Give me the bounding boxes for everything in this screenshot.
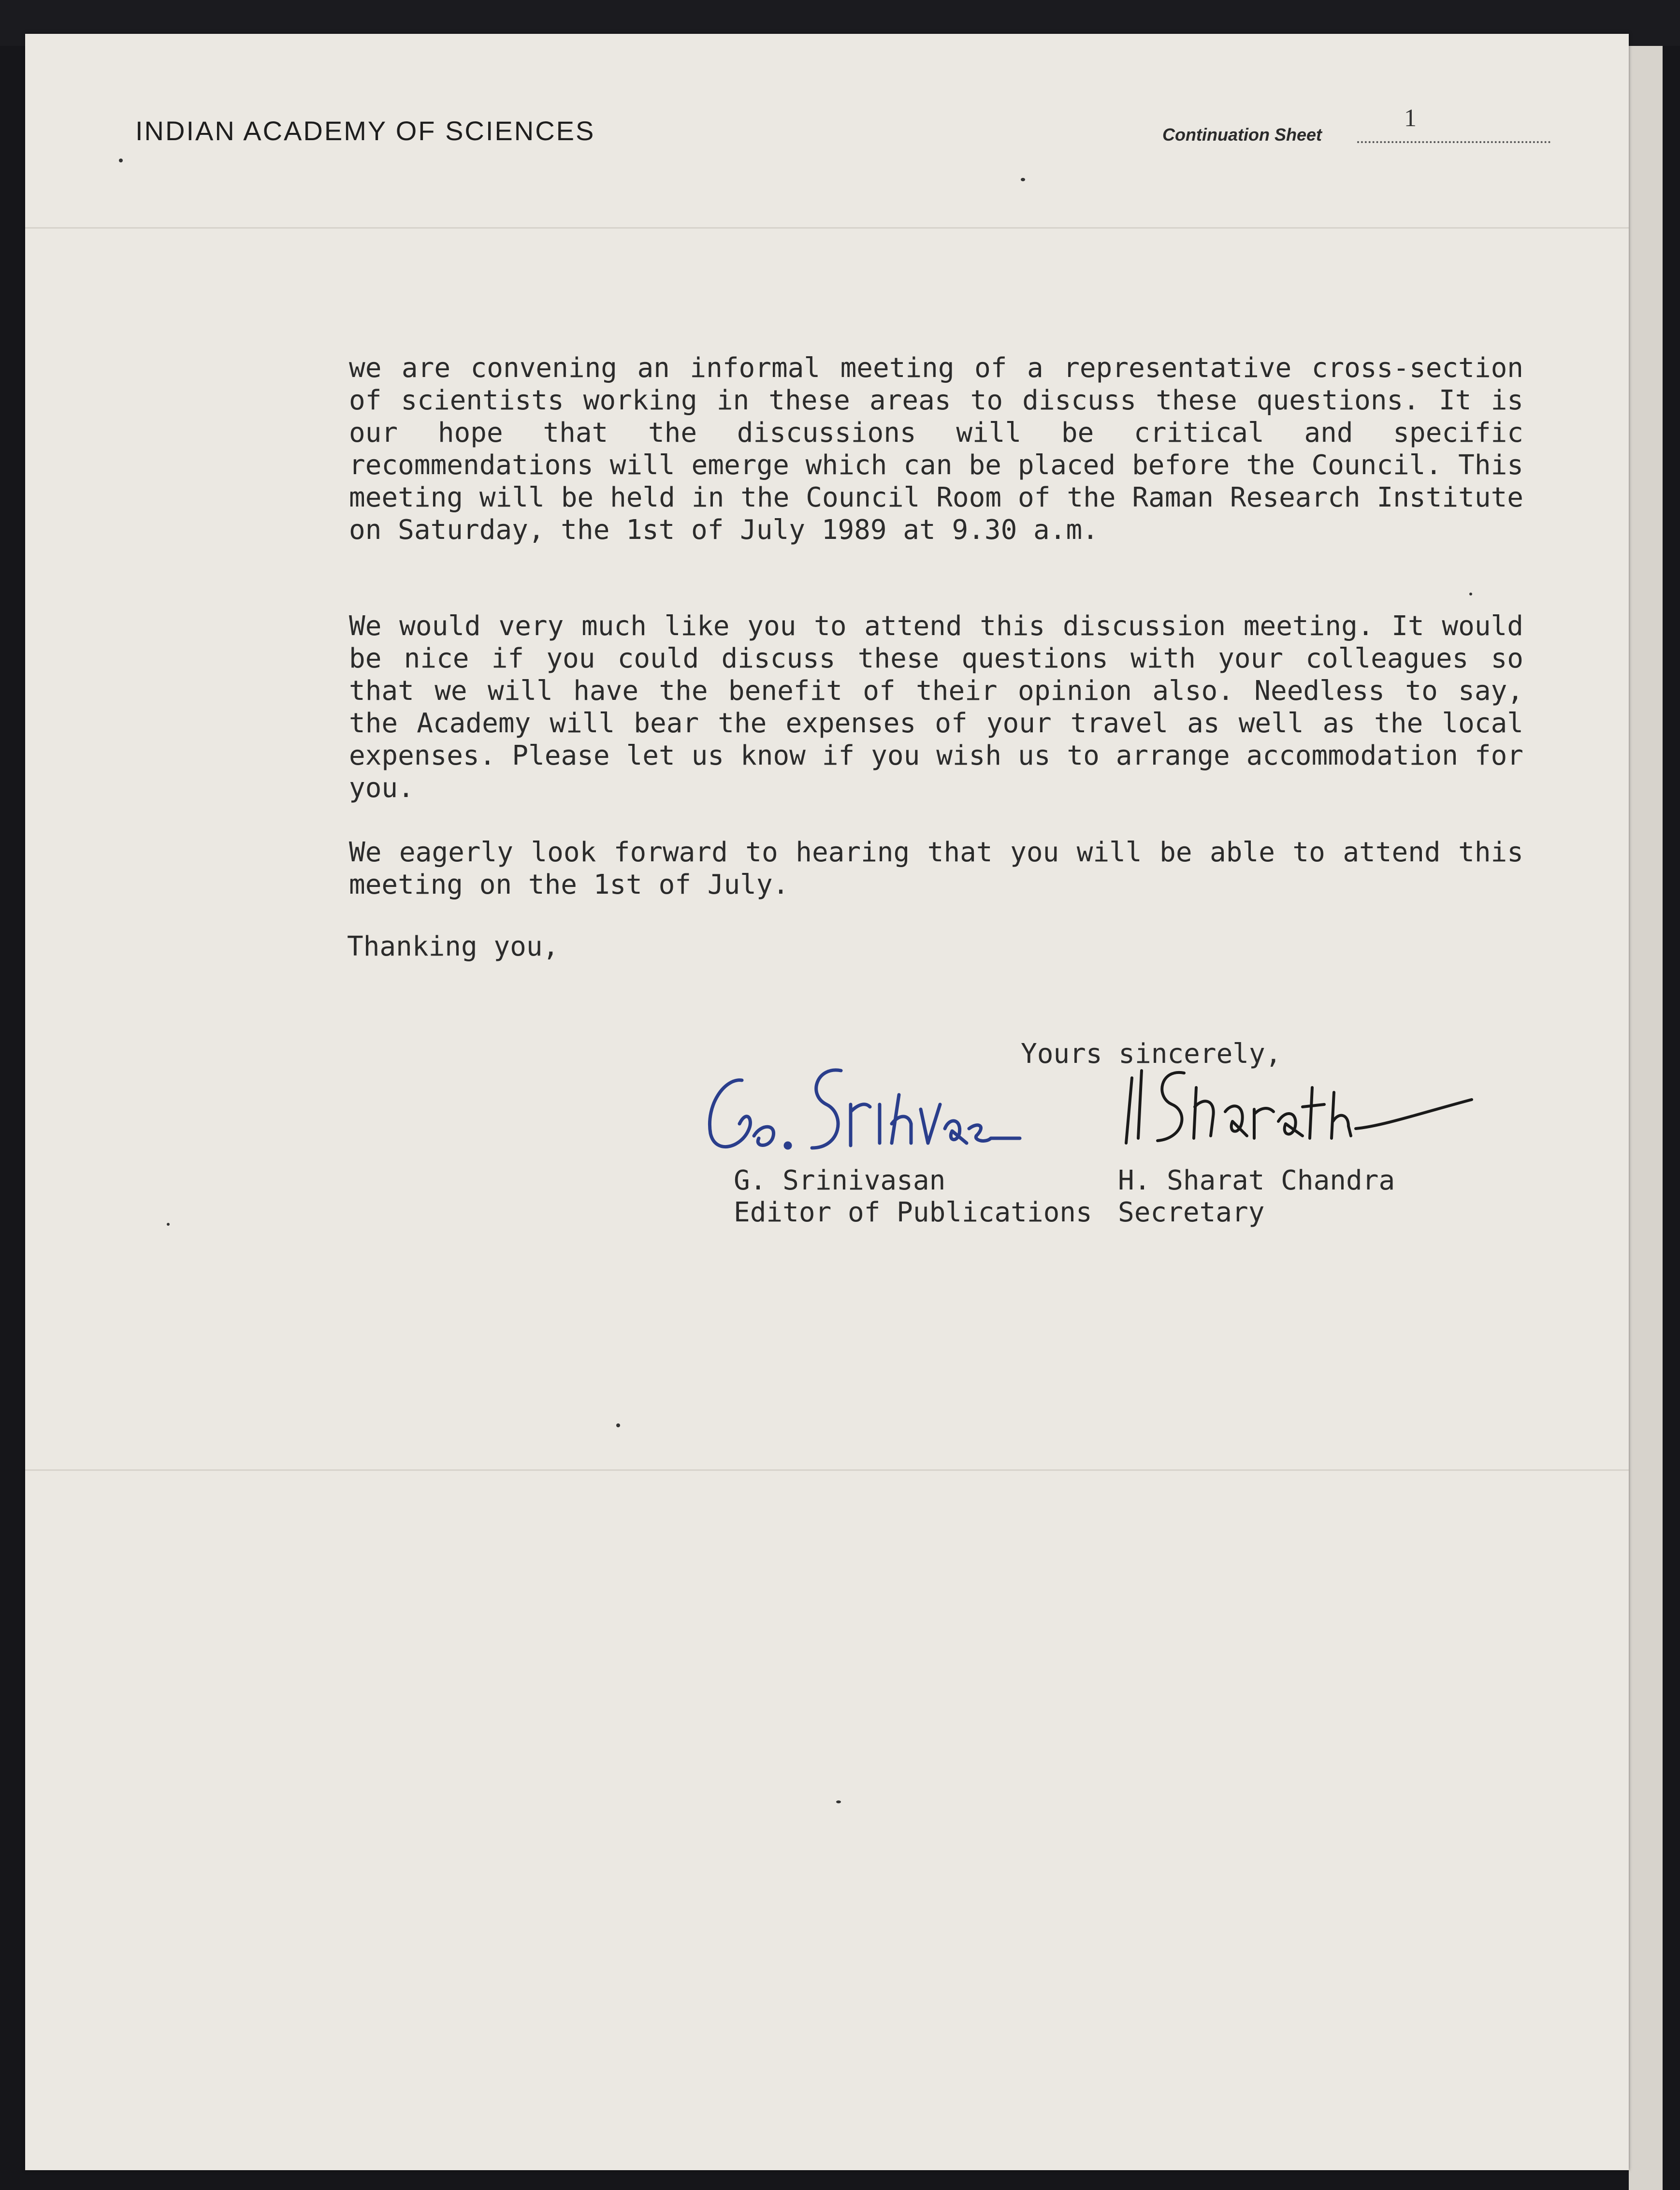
signatory-name: G. Srinivasan [734,1165,946,1196]
body-paragraph-3: We eagerly look forward to hearing that you will be able to attend this meeting on the 1st of July. [349,837,1523,900]
fold-line [25,1469,1629,1471]
continuation-sheet-label: Continuation Sheet [1162,125,1322,145]
paper-speck [836,1800,841,1803]
paper-speck [119,159,123,162]
closing-salutation: Yours sincerely, [1021,1038,1282,1070]
signatory-title: Editor of Publications [734,1197,1092,1228]
signatory-srinivasan [734,1165,1092,1229]
sheet-number: 1 [1404,104,1417,132]
signatory-sharat-chandra [1118,1165,1395,1229]
paper-speck [1021,178,1025,181]
paper-speck [1469,593,1472,595]
continuation-dotted-line [1357,141,1550,143]
organization-letterhead: INDIAN ACADEMY OF SCIENCES [135,116,595,146]
paper-edge-strip [1629,46,1663,2190]
signatory-title: Secretary [1118,1197,1265,1228]
fold-line [25,227,1629,229]
thanking-line: Thanking you, [347,931,559,962]
paper-speck [616,1423,620,1427]
signature-sharat-chandra [1112,1054,1479,1150]
paper-speck [167,1223,170,1226]
signatory-name: H. Sharat Chandra [1118,1165,1395,1196]
body-paragraph-1: we are convening an informal meeting of a representative cross-section of scientists working in these areas to discuss these questions. It is our hope that the discussions will be critical and specific recommendations will emerge which can be placed before the Council. This meeting will be held in the Council Room of the Raman Research Institute on Saturday, the 1st of July 1989 at 9.30 a.m. [349,352,1523,546]
signature-srinivasan [696,1051,1025,1167]
body-paragraph-2: We would very much like you to attend this discussion meeting. It would be nice if you could discuss these questions with your colleagues so that we will have the benefit of their opinion also. Needless to say, the Academy will bear the expenses of your travel as well as the local expenses. Please let us know if you wish us to arrange accommodation for you. [349,610,1523,804]
